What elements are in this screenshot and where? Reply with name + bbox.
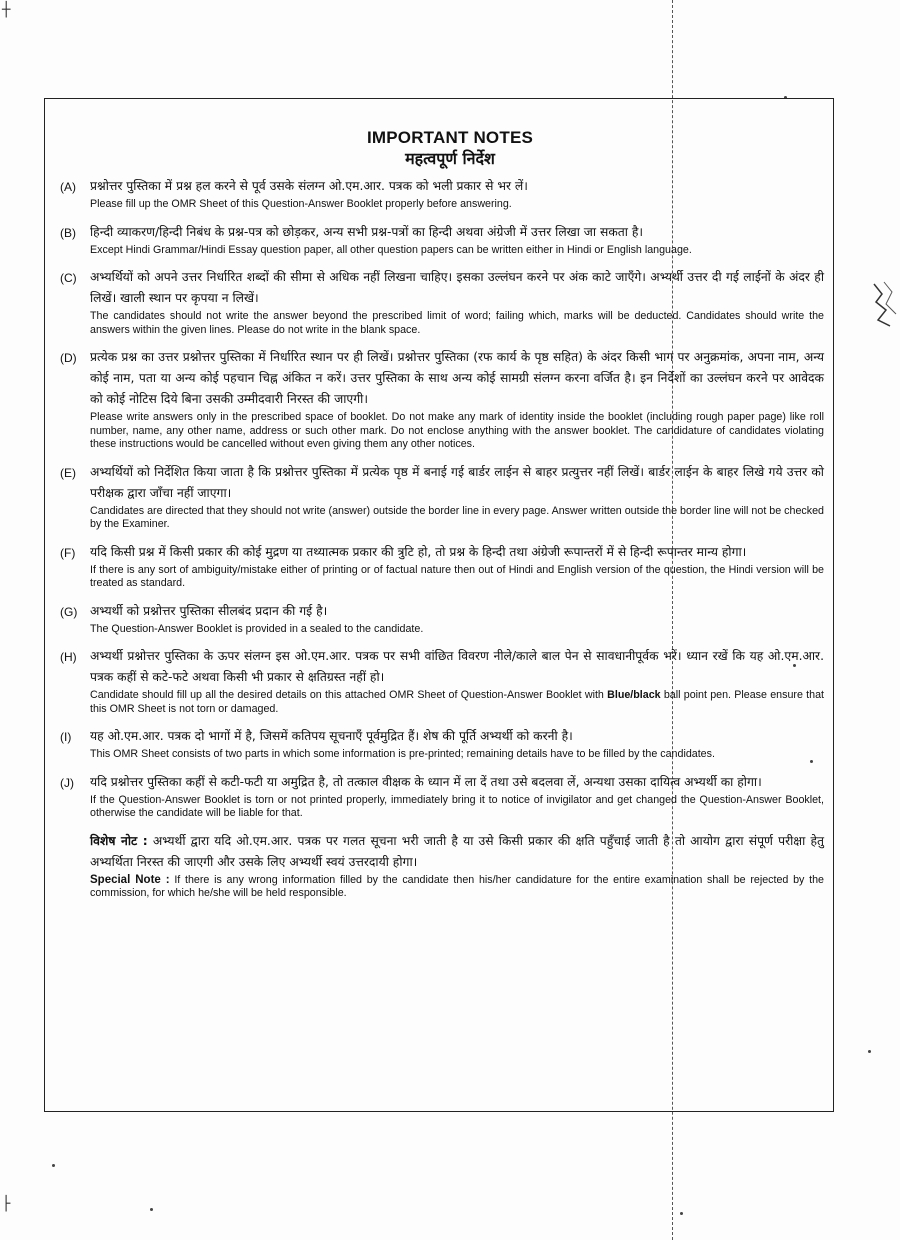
heading-hindi: महत्वपूर्ण निर्देश (405, 149, 495, 168)
notes-heading (0, 128, 900, 170)
note-b (60, 222, 824, 258)
scan-speck (680, 1212, 683, 1215)
note-hindi: यह ओ.एम.आर. पत्रक दो भागों में है, जिसमें कतिपय सूचनाएँ पूर्वमुद्रित हैं। शेष की पूर्ति अभ्यर्थी को करनी है। (90, 729, 573, 743)
note-letter: (E) (60, 465, 76, 480)
note-letter: (C) (60, 271, 77, 285)
note-hindi: अभ्यर्थी प्रश्नोत्तर पुस्तिका के ऊपर संलग्न इस ओ.एम.आर. पत्रक पर सभी वांछित विवरण नीले/काले बाल पेन से सावधानीपूर्वक भरें। ध्यान रखें कि यह ओ.एम.आर. पत्रक कहीं से कटे-फटे अथवा किसी भी प्रकार से क्षतिग्रस्त नहीं हो। (90, 649, 824, 684)
note-hindi: प्रत्येक प्रश्न का उत्तर प्रश्नोत्तर पुस्तिका में निर्धारित स्थान पर ही लिखें। प्रश्नोत्तर पुस्तिका (रफ कार्य के पृष्ठ सहित) के अंदर किसी भाग पर अनुक्रमांक, अपना नाम, अन्य कोई नाम, पता या अन्य कोई पहचान चिह्न अंकित न करें। उत्तर पुस्तिका के साथ अन्य कोई सामग्री संलग्न करना वर्जित है। इन निर्देशों का उल्लंघन करने पर आवेदक को कोई नोटिस दिये बिना उसकी उम्मीदवारी निरस्त की जाएगी। (90, 350, 825, 406)
note-english (90, 689, 824, 716)
pen-color-emphasis: Blue/black (607, 689, 661, 701)
note-hindi: प्रश्नोत्तर पुस्तिका में प्रश्न हल करने से पूर्व उसके संलग्न ओ.एम.आर. पत्रक को भली प्रकार से भर लें। (90, 179, 528, 193)
note-e (60, 462, 824, 532)
note-english: The Question-Answer Booklet is provided in a sealed to the candidate. (90, 622, 424, 635)
note-a (60, 176, 824, 212)
note-english: Please write answers only in the prescribed space of booklet. Do not make any mark of identity inside the booklet (including rough paper page) like roll number, name, any other name, address or such other mark. Do not enclose anything with the answer booklet. The candidature of candidates violating these instructions would be cancelled without even giving them any other notices. (90, 411, 824, 450)
note-h (60, 646, 824, 716)
note-hindi: अभ्यर्थी को प्रश्नोत्तर पुस्तिका सीलबंद प्रदान की गई है। (90, 603, 328, 618)
note-letter: (H) (60, 650, 77, 664)
note-hindi: यदि किसी प्रश्न में किसी प्रकार की कोई मुद्रण या तथ्यात्मक प्रकार की त्रुटि हो, तो प्रश्न के हिन्दी तथा अंग्रेजी रूपान्तरों में से हिन्दी रूपान्तर मान्य होगा। (90, 544, 747, 559)
note-letter: (F) (60, 545, 76, 560)
special-note-english (90, 874, 824, 901)
note-f (60, 542, 824, 591)
note-english: If the Question-Answer Booklet is torn or not printed properly, immediately bring it to notice of invigilator and get changed the Question-Answer Booklet, otherwise the candidate will be liable for that. (90, 793, 824, 819)
note-letter: (D) (60, 351, 77, 365)
note-letter: (I) (60, 730, 72, 744)
note-letter: (B) (60, 225, 76, 240)
note-i (60, 726, 824, 762)
note-english: Please fill up the OMR Sheet of this Question-Answer Booklet properly before answering. (90, 198, 512, 210)
note-letter: (A) (60, 180, 76, 194)
note-english: If there is any sort of ambiguity/mistake either of printing or of factual nature then out of Hindi and English version of the question, the Hindi version will be treated as standard. (90, 563, 824, 589)
special-note-hindi-label: विशेष नोट : (90, 833, 148, 848)
special-note-hindi (90, 831, 824, 873)
special-note-english-label: Special Note : (90, 873, 170, 886)
note-english: Except Hindi Grammar/Hindi Essay question paper, all other question papers can be written either in Hindi or English language. (90, 243, 692, 256)
note-letter: (G) (60, 604, 78, 619)
notes-list (60, 176, 824, 901)
note-english: This OMR Sheet consists of two parts in which some information is pre-printed; remaining details have to be filled by the candidates. (90, 748, 715, 760)
scan-speck (150, 1208, 153, 1211)
crop-mark-top-left: ┼ (2, 2, 11, 18)
note-english: The candidates should not write the answer beyond the prescribed limit of word; failing which, marks will be deducted. Candidates should write the answers within the given lines. Please do not write in the blank space. (90, 310, 824, 336)
note-english-part: Candidate should fill up all the desired details on this attached OMR Sheet of Question-Answer Booklet with (90, 689, 608, 701)
heading-english: IMPORTANT NOTES (366, 128, 534, 147)
note-hindi: अभ्यर्थियों को निर्देशित किया जाता है कि प्रश्नोत्तर पुस्तिका में प्रत्येक पृष्ठ में बनाई गई बार्डर लाईन से बाहर प्रत्युत्तर नहीं लिखें। बार्डर लाईन के बाहर लिखे गये उत्तर को परीक्षक द्वारा जाँचा नहीं जाएगा। (90, 464, 824, 500)
note-hindi: अभ्यर्थियों को अपने उत्तर निर्धारित शब्दों की सीमा से अधिक नहीं लिखना चाहिए। इसका उल्लंघन करने पर अंक काटे जाएँगे। अभ्यर्थी उत्तर दी गई लाईनों के अंदर ही लिखें। खाली स्थान पर कृपया न लिखें। (90, 270, 824, 305)
note-letter: (J) (60, 775, 74, 790)
note-d (60, 347, 824, 452)
note-english-part: ball point pen. Please ensure that this OMR Sheet is not torn or damaged. (90, 689, 824, 715)
special-note-hindi-text: अभ्यर्थी द्वारा यदि ओ.एम.आर. पत्रक पर गलत सूचना भरी जाती है या उसे किसी प्रकार की क्षति पहुँचाई जाती है तो आयोग द्वारा संपूर्ण परीक्षा हेतु अभ्यर्थिता निरस्त की जाएगी और उसके लिए अभ्यर्थी स्वयं उत्तरदायी होगा। (90, 833, 824, 869)
special-note (90, 831, 824, 901)
scan-speck (868, 1050, 871, 1053)
special-note-english-text: If there is any wrong information filled by the candidate then his/her candidature for the entire examination shall be rejected by the commission, for which he/she will be held responsible. (90, 873, 824, 899)
note-hindi: यदि प्रश्नोत्तर पुस्तिका कहीं से कटी-फटी या अमुद्रित है, तो तत्काल वीक्षक के ध्यान में ला दें तथा उसे बदलवा लें, अन्यथा उसका दायित्व अभ्यर्थी का होगा। (90, 774, 762, 789)
note-c (60, 267, 824, 337)
note-hindi: हिन्दी व्याकरण/हिन्दी निबंध के प्रश्न-पत्र को छोड़कर, अन्य सभी प्रश्न-पत्रों का हिन्दी अथवा अंग्रेजी में उत्तर लिखा जा सकता है। (90, 224, 644, 239)
binding-staple-mark (872, 280, 900, 330)
note-english: Candidates are directed that they should not write (answer) outside the border line in every page. Answer written outside the border line will not be checked by the Examiner. (90, 504, 824, 530)
scan-speck (52, 1164, 55, 1167)
note-j (60, 772, 824, 821)
crop-mark-bottom-left: ├ (2, 1196, 11, 1212)
note-g (60, 601, 824, 637)
